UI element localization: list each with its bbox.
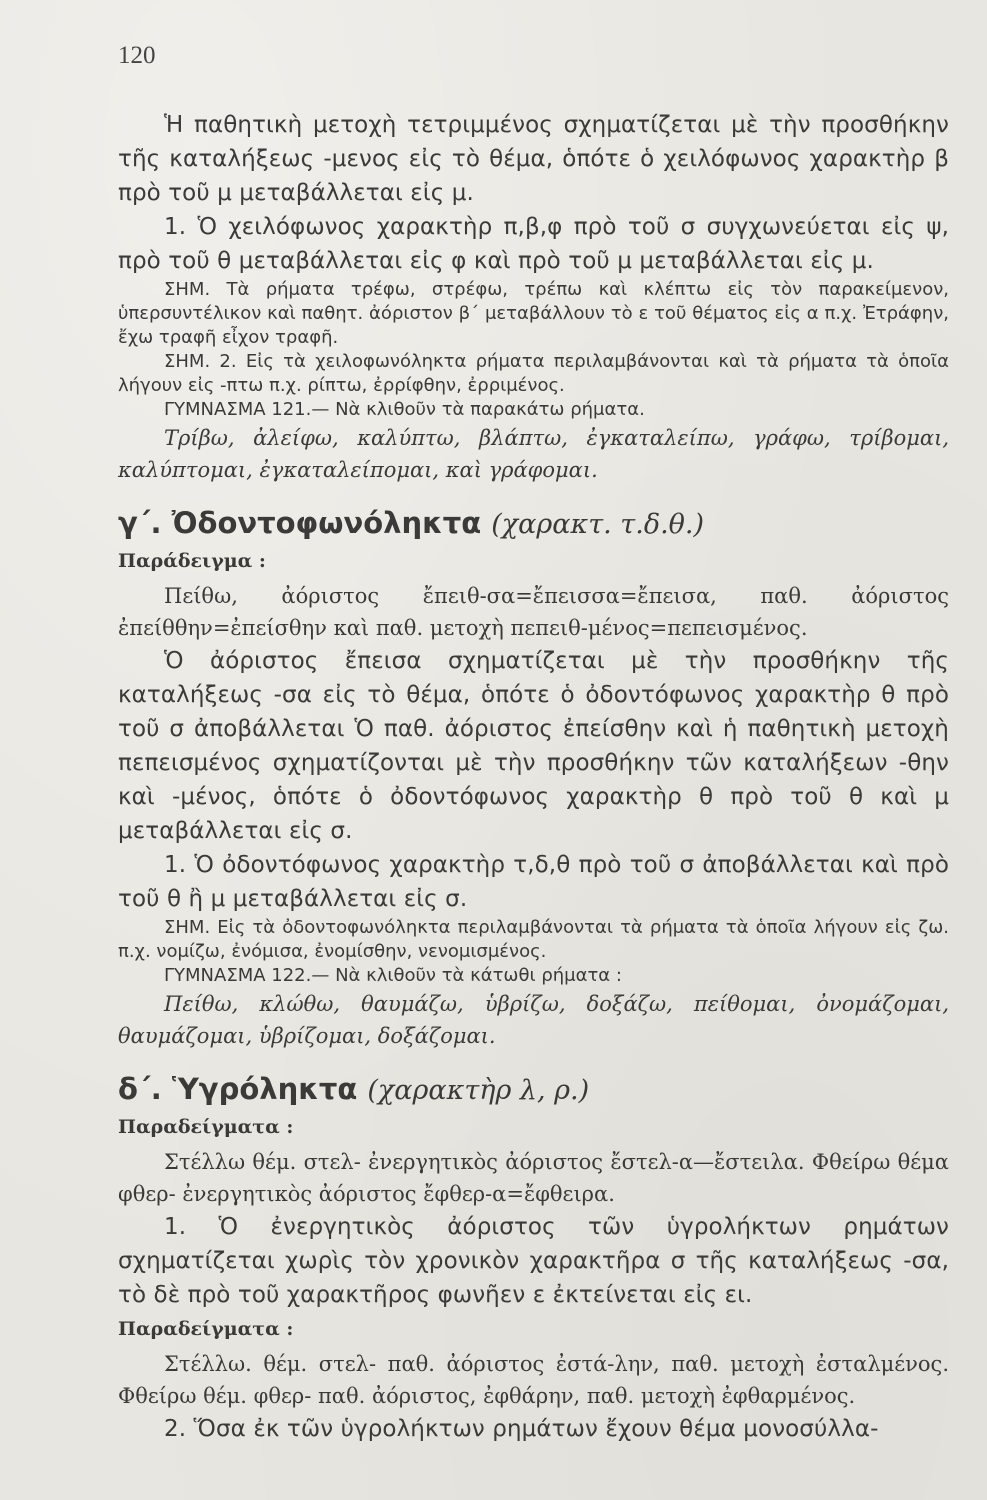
exercise-122-verbs: Πείθω, κλώθω, θαυμάζω, ὑβρίζω, δοξάζω, πείθομαι, ὀνομάζομαι, θαυμάζομαι, ὑβρίζομαι, δοξάζομαι. (118, 992, 949, 1048)
note-3: ΣΗΜ. Εἰς τὰ ὀδοντοφωνόληκτα περιλαμβάνονται τὰ ρήματα τὰ ὁποῖα λήγουν εἰς ζω. π.χ. νομίζω, ἐνόμισα, ἐνομίσθην, νενομισμένος. (118, 917, 949, 962)
example-stello-passive: Στέλλω. θέμ. στελ- παθ. ἀόριστος ἐστά-λην, παθ. μετοχὴ ἐσταλμένος. Φθείρω θέμ. φθερ- παθ. ἀόριστος, ἐφθάρην, παθ. μετοχὴ ἐφθαρμένος. (118, 1352, 949, 1408)
label-examples-1: Παραδείγματα : (118, 1116, 294, 1138)
exercise-122: ΓΥΜΝΑΣΜΑ 122.— Νὰ κλιθοῦν τὰ κάτωθι ρήματα : (164, 965, 622, 986)
section-heading-liquid-subtitle: (χαρακτὴρ λ, ρ.) (367, 1075, 590, 1106)
example-peitho: Πείθω, ἀόριστος ἔπειθ-σα=ἔπεισσα=ἔπεισα, παθ. ἀόριστος ἐπείθθην=ἐπείσθην καὶ παθ. μετοχὴ πεπειθ-μένος=πεπεισμένος. (118, 584, 949, 640)
section-heading-liquid-title: δ΄. Ὑγρόληκτα (118, 1072, 358, 1106)
exercise-121: ΓΥΜΝΑΣΜΑ 121.— Νὰ κλιθοῦν τὰ παρακάτω ρήματα. (164, 399, 645, 420)
section-heading-dental (118, 506, 949, 540)
section-heading-liquid (118, 1072, 949, 1106)
rule-1-labial: 1. Ὁ χειλόφωνος χαρακτὴρ π,β,φ πρὸ τοῦ σ συγχωνεύεται εἰς ψ, πρὸ τοῦ θ μεταβάλλεται εἰς φ καὶ πρὸ τοῦ μ μεταβάλλεται εἰς μ. (118, 214, 949, 274)
section-heading-dental-title: γ΄. Ὀδοντοφωνόληκτα (118, 506, 482, 540)
label-example: Παράδειγμα : (118, 550, 266, 572)
rule-1-liquid: 1. Ὁ ἐνεργητικὸς ἀόριστος τῶν ὑγρολήκτων ρημάτων σχηματίζεται χωρὶς τὸν χρονικὸν χαρακτῆρα σ τῆς καταλήξεως -σα, τὸ δὲ πρὸ τοῦ χαρακτῆρος φωνῆεν ε ἐκτείνεται εἰς ει. (118, 1214, 949, 1308)
example-stello-active: Στέλλω θέμ. στελ- ἐνεργητικὸς ἀόριστος ἔστελ-α—ἔστειλα. Φθείρω θέμα φθερ- ἐνεργητικὸς ἀόριστος ἔφθερ-α=ἔφθειρα. (118, 1150, 949, 1206)
section-heading-dental-subtitle: (χαρακτ. τ.δ.θ.) (491, 509, 705, 540)
paragraph-passive-participle: Ἡ παθητικὴ μετοχὴ τετριμμένος σχηματίζεται μὲ τὴν προσθήκην τῆς καταλήξεως -μενος εἰς τὸ θέμα, ὁπότε ὁ χειλόφωνος χαρακτὴρ β πρὸ τοῦ μ μεταβάλλεται εἰς μ. (118, 112, 949, 206)
label-examples-2: Παραδείγματα : (118, 1318, 294, 1340)
paragraph-aorist-dental: Ὁ ἀόριστος ἔπεισα σχηματίζεται μὲ τὴν προσθήκην τῆς καταλήξεως -σα εἰς τὸ θέμα, ὁπότε ὁ ὀδοντόφωνος χαρακτὴρ θ πρὸ τοῦ σ ἀποβάλλεται Ὁ παθ. ἀόριστος ἐπείσθην καὶ ἡ παθητικὴ μετοχὴ πεπεισμένος σχηματίζονται μὲ τὴν προσθήκην τῶν καταλήξεων -θην καὶ -μένος, ὁπότε ὁ ὀδοντόφωνος χαρακτὴρ θ πρὸ τοῦ θ καὶ μ μεταβάλλεται εἰς σ. (118, 648, 949, 844)
note-2: ΣΗΜ. 2. Εἰς τὰ χειλοφωνόληκτα ρήματα περιλαμβάνονται καὶ τὰ ρήματα τὰ ὁποῖα λήγουν εἰς -πτω π.χ. ρίπτω, ἐρρίφθην, ἐρριμένος. (118, 351, 949, 396)
exercise-121-verbs: Τρίβω, ἀλείφω, καλύπτω, βλάπτω, ἐγκαταλείπω, γράφω, τρίβομαι, καλύπτομαι, ἐγκαταλείπομαι, καὶ γράφομαι. (118, 426, 949, 482)
page-number: 120 (118, 42, 156, 69)
rule-1-dental: 1. Ὁ ὀδοντόφωνος χαρακτὴρ τ,δ,θ πρὸ τοῦ σ ἀποβάλλεται καὶ πρὸ τοῦ θ ἢ μ μεταβάλλεται εἰς σ. (118, 852, 949, 912)
rule-2-liquid: 2. Ὅσα ἐκ τῶν ὑγρολήκτων ρημάτων ἔχουν θέμα μονοσύλλα- (164, 1416, 879, 1442)
note-1: ΣΗΜ. Τὰ ρήματα τρέφω, στρέφω, τρέπω καὶ κλέπτω εἰς τὸν παρακείμενον, ὑπερσυντέλικον καὶ παθητ. ἀόριστον β΄ μεταβάλλουν τὸ ε τοῦ θέματος εἰς α π.χ. Ἐτράφην, ἔχω τραφῆ εἶχον τραφῆ. (118, 279, 949, 348)
